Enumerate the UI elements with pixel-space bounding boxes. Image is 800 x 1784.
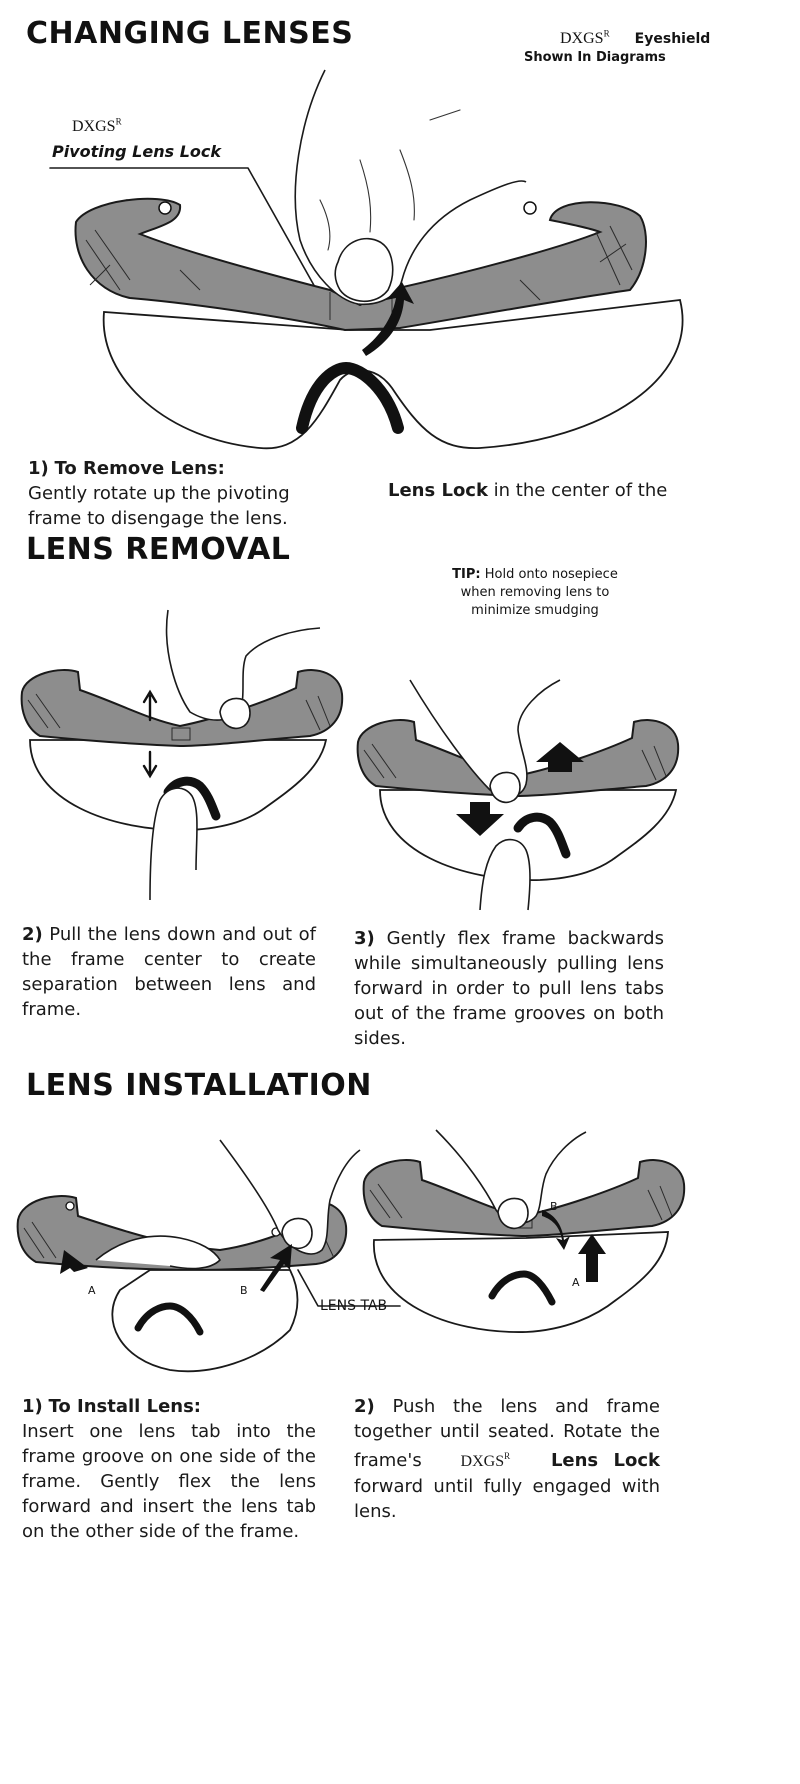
- hinge-left: [159, 202, 171, 214]
- step-text: Insert one lens tab into the frame groove on one side of the frame. Gently flex the lens forward and insert the lens tab on the other side of the frame.: [22, 1421, 316, 1542]
- upper-thumb: [490, 773, 520, 803]
- brand-name: DXGS: [460, 1453, 505, 1470]
- label-b-left: B: [240, 1284, 248, 1297]
- step-line-2: frame to disengage the lens.: [28, 508, 288, 529]
- removal-step-2: [22, 922, 316, 1022]
- pivoting-lens-lock-label: Pivoting Lens Lock: [52, 142, 222, 161]
- callout-registered-mark: R: [115, 116, 122, 127]
- removal-step-3: [354, 926, 664, 1051]
- tip-line-3: minimize smudging: [471, 603, 599, 618]
- brand-name: DXGS: [560, 30, 604, 47]
- step-text: Gently flex frame backwards while simultaneously pulling lens forward in order to pull lens tabs out of the frame grooves on both sides.: [354, 928, 664, 1049]
- tip-line-1: Hold onto nosepiece: [480, 567, 618, 582]
- lens-tab-label: LENS TAB: [320, 1298, 388, 1314]
- label-a-left: A: [88, 1284, 96, 1297]
- step-number: 2): [22, 924, 43, 945]
- lens-shape: [374, 1232, 668, 1332]
- right-thumb: [282, 1219, 312, 1249]
- hinge-right: [524, 202, 536, 214]
- registered-mark: R: [504, 1451, 511, 1461]
- shown-in-diagrams-label: Shown In Diagrams: [524, 50, 666, 65]
- lens-installation-heading: LENS INSTALLATION: [26, 1068, 372, 1103]
- step-text-before: Push the lens and frame together until seated. Rotate the frame's: [354, 1396, 660, 1471]
- lens-lock-bold: Lens Lock: [550, 1450, 660, 1471]
- registered-mark: R: [603, 28, 610, 39]
- lens-lock-note: [388, 478, 667, 503]
- lens-removal-heading: LENS REMOVAL: [26, 532, 291, 567]
- eyeshield-label: Eyeshield: [634, 31, 711, 47]
- changing-lenses-heading: CHANGING LENSES: [26, 16, 354, 51]
- upper-thumb: [498, 1199, 528, 1229]
- label-a-right: A: [572, 1276, 580, 1289]
- step-number: 2): [354, 1396, 375, 1417]
- lens-removal-diagram-step3: [350, 650, 690, 910]
- step-title: To Install Lens:: [48, 1396, 202, 1417]
- installation-step-2: [354, 1394, 660, 1524]
- lens-removal-diagram-step2: [0, 600, 360, 910]
- step-number: 3): [354, 928, 375, 949]
- upper-thumb: [220, 699, 250, 729]
- tip-line-2: when removing lens to: [460, 585, 610, 600]
- tip-note: [410, 566, 660, 620]
- changing-lenses-diagram: [0, 0, 800, 470]
- step-line-1: Gently rotate up the pivoting: [28, 483, 290, 504]
- hinge-left: [66, 1202, 74, 1210]
- lens-installation-diagram-step2: [356, 1120, 686, 1370]
- callout-brand-name: DXGS: [72, 118, 116, 135]
- remove-lens-step: [28, 456, 358, 531]
- tip-label: TIP:: [452, 567, 481, 582]
- lens-lock-text: in the center of the: [487, 480, 668, 501]
- step-text-after: forward until fully engaged with lens.: [354, 1476, 660, 1522]
- installation-step-1: [22, 1394, 316, 1544]
- step-title: To Remove Lens:: [54, 458, 225, 479]
- label-b-right: B: [550, 1200, 558, 1213]
- step-number: 1): [28, 458, 49, 479]
- step-number: 1): [22, 1396, 43, 1417]
- lens-lock-bold: Lens Lock: [388, 480, 488, 501]
- step-text: Pull the lens down and out of the frame center to create separation between lens and frame.: [22, 924, 316, 1020]
